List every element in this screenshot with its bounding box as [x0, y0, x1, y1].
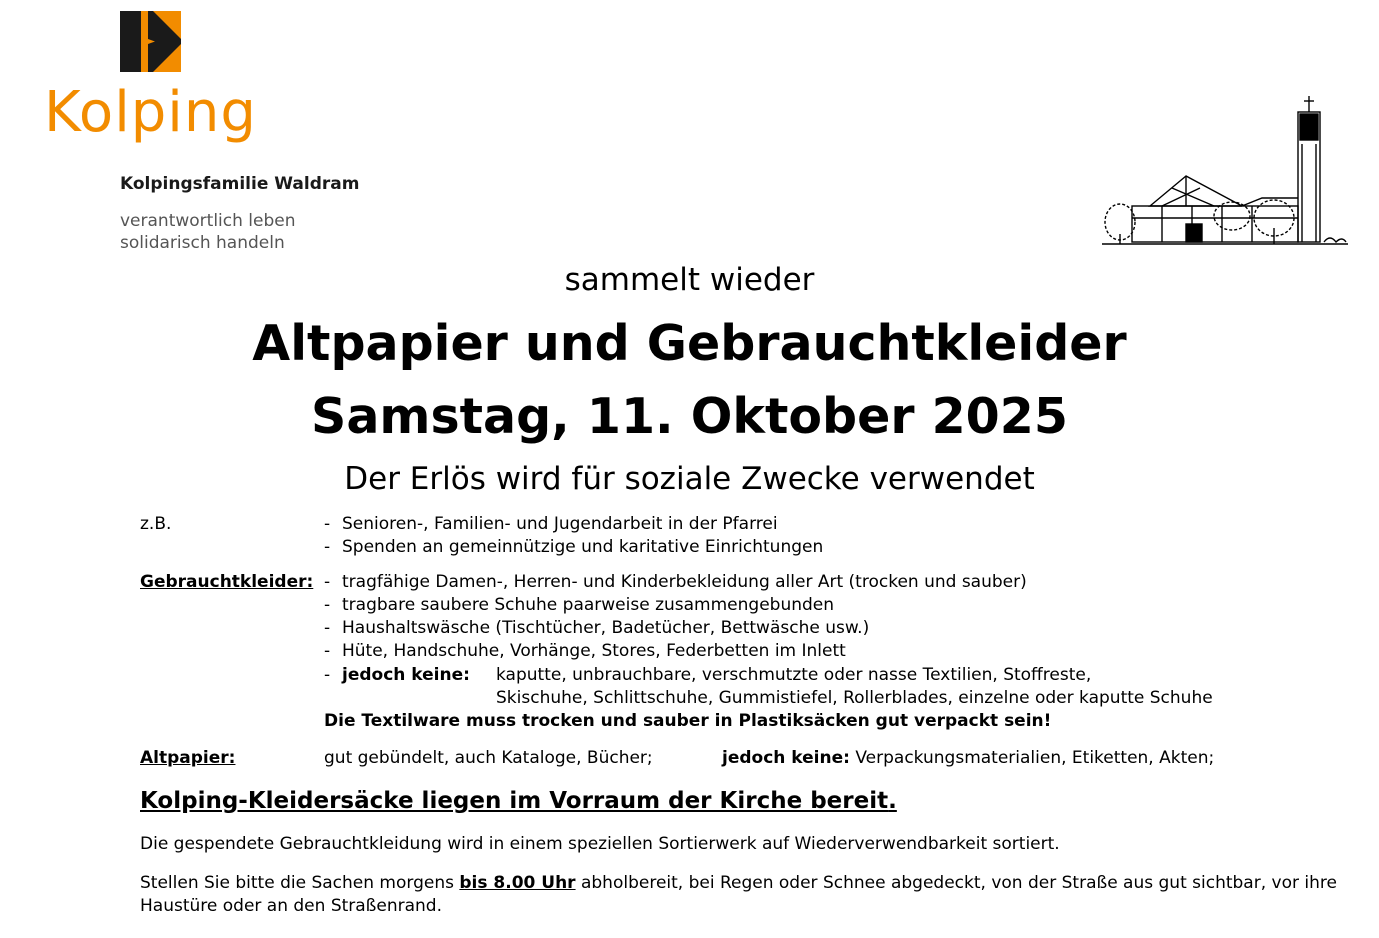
clothes-exclusion-line-1: kaputte, unbrauchbare, verschmutzte oder nasse Textilien, Stoffreste,	[496, 665, 1092, 685]
list-item: - Spenden an gemeinnützige und karitative Einrichtungen	[324, 537, 824, 557]
clothes-item-4: Hüte, Handschuhe, Vorhänge, Stores, Federbetten im Inlett	[342, 641, 846, 661]
tagline-line-1: verantwortlich leben	[120, 211, 296, 231]
list-item: - tragfähige Damen-, Herren- und Kinderbekleidung aller Art (trocken und sauber)	[324, 572, 1027, 592]
pickup-suffix: abholbereit, bei Regen oder Schnee abgedeckt, von der Straße aus gut sichtbar, vor ihre	[580, 873, 1337, 893]
brand-wordmark: Kolping	[44, 80, 257, 145]
church-illustration	[1102, 94, 1348, 250]
bags-headline-period: .	[888, 788, 897, 814]
list-item: - Senioren-, Familien- und Jugendarbeit in der Pfarrei	[324, 514, 778, 534]
paper-excluded: Verpackungsmaterialien, Etiketten, Akten;	[855, 748, 1215, 768]
tagline-line-2: solidarisch handeln	[120, 233, 285, 253]
organization-name: Kolpingsfamilie Waldram	[120, 174, 360, 194]
paper-exclusion-label: jedoch keine:	[722, 748, 850, 768]
pickup-line-1	[140, 872, 1337, 895]
list-item: - Hüte, Handschuhe, Vorhänge, Stores, Federbetten im Inlett	[324, 641, 846, 661]
clothes-note: Die Textilware muss trocken und sauber in Plastiksäcken gut verpackt sein!	[324, 711, 1052, 731]
bags-headline	[140, 785, 897, 817]
list-item: - jedoch keine:	[324, 665, 470, 685]
paper-exclusion	[722, 747, 1214, 770]
clothes-label: Gebrauchtkleider:	[140, 572, 314, 592]
clothes-exclusion-line-2: Skischuhe, Schlittschuhe, Gummistiefel, Rollerblades, einzelne oder kaputte Schuhe	[496, 688, 1213, 708]
clothes-item-2: tragbare saubere Schuhe paarweise zusammengebunden	[342, 595, 835, 615]
paper-label: Altpapier:	[140, 748, 236, 768]
main-title: Altpapier und Gebrauchtkleider	[252, 315, 1127, 372]
list-item: - tragbare saubere Schuhe paarweise zusammengebunden	[324, 595, 835, 615]
clothes-item-1: tragfähige Damen-, Herren- und Kinderbekleidung aller Art (trocken und sauber)	[342, 572, 1027, 592]
pickup-line-2: Haustüre oder an den Straßenrand.	[140, 896, 442, 916]
purpose-text: Der Erlös wird für soziale Zwecke verwendet	[344, 461, 1035, 497]
clothes-item-3: Haushaltswäsche (Tischtücher, Badetücher, Bettwäsche usw.)	[342, 618, 870, 638]
examples-label: z.B.	[140, 514, 172, 534]
sorting-text: Die gespendete Gebrauchtkleidung wird in einem speziellen Sortierwerk auf Wiederverwendbarkeit sortiert.	[140, 834, 1060, 854]
pickup-time: bis 8.00 Uhr	[459, 873, 576, 893]
kolping-logo-icon	[120, 11, 181, 72]
example-item-1: Senioren-, Familien- und Jugendarbeit in der Pfarrei	[342, 514, 778, 534]
paper-allowed: gut gebündelt, auch Kataloge, Bücher;	[324, 748, 653, 768]
bags-headline-text: Kolping-Kleidersäcke liegen im Vorraum der Kirche bereit	[140, 788, 889, 814]
example-item-2: Spenden an gemeinnützige und karitative Einrichtungen	[342, 537, 824, 557]
clothes-exclusion-label: jedoch keine:	[342, 665, 470, 685]
pickup-prefix: Stellen Sie bitte die Sachen morgens	[140, 873, 454, 893]
list-item: - Haushaltswäsche (Tischtücher, Badetücher, Bettwäsche usw.)	[324, 618, 870, 638]
event-date: Samstag, 11. Oktober 2025	[311, 388, 1068, 445]
intro-text: sammelt wieder	[564, 262, 815, 298]
